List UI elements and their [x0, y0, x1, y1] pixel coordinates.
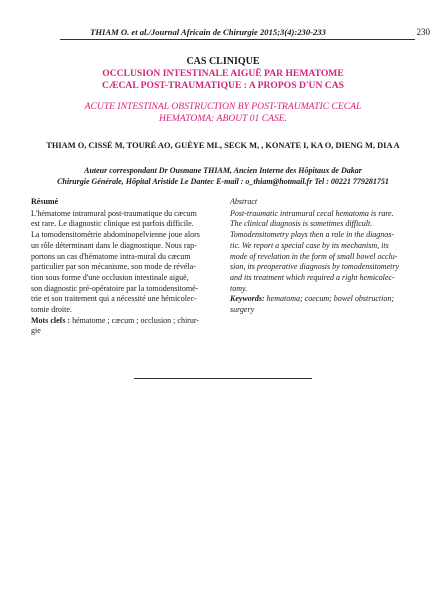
abstract-fr-heading: Résumé	[31, 197, 59, 206]
keywords-en-continued: surgery	[230, 305, 255, 315]
keywords-fr-label: Mots clefs :	[31, 315, 71, 325]
page-number: 230	[416, 27, 430, 37]
abstract-fr-line: particulier par son mécanisme, son mode de révéla-	[31, 262, 196, 272]
correspondence-line-1: Auteur correspondant Dr Ousmane THIAM, Ancien Interne des Hôpitaux de Dakar	[84, 166, 362, 175]
abstract-en-line: Post-traumatic intramural cecal hematoma is rare.	[230, 208, 394, 218]
author-list: THIAM O, CISSÉ M, TOURÉ AO, GUÈYE ML, SECK M, , KONATE I, KA O, DIENG M, DIA A	[46, 141, 400, 150]
abstract-en-line: sion, its preoperative diagnosis by tomodensitometry	[230, 262, 400, 272]
abstract-fr-line: tomie droite.	[31, 305, 72, 315]
article-title-en	[0, 101, 446, 125]
abstract-en-line: tomy.	[230, 283, 248, 293]
abstract-fr-line: La tomodensitométrie abdominopelvienne joue alors	[31, 230, 200, 240]
abstract-fr-line: son diagnostic pré-opératoire par la tomodensitomé-	[31, 283, 199, 293]
abstract-fr-line: trie et son traitement qui a nécessité une hémicolec-	[31, 294, 197, 304]
abstract-en-line: Tomodensitometry plays then a role in the diagnos-	[230, 230, 395, 240]
keywords-fr	[31, 316, 223, 337]
abstract-en-line: tic. We report a special case by its mechanism, its	[230, 240, 389, 250]
correspondence-line-2: Chirurgie Générale, Hôpital Aristide Le Dantec E-mail : o_thiam@hotmail.fr Tel : 00221 779281751	[57, 177, 389, 186]
title-fr-line-2: CÆCAL POST-TRAUMATIQUE : A PROPOS D'UN CAS	[101, 80, 344, 91]
keywords-fr-continued: gie	[31, 326, 41, 336]
running-header: THIAM O. et al./Journal Africain de Chirurgie 2015;3(4):230-233	[90, 27, 326, 37]
abstract-en-line: and its treatment which required a right hemicolec-	[230, 272, 395, 282]
abstract-en-heading: Abstract	[230, 197, 258, 206]
keywords-en-text: hematoma; coecum; bowel obstruction;	[264, 294, 394, 304]
abstract-en-line: The clinical diagnosis is sometimes difficult.	[230, 219, 373, 229]
section-divider	[134, 378, 312, 379]
corresponding-author	[0, 165, 446, 187]
header-rule	[60, 39, 415, 40]
section-label: CAS CLINIQUE	[186, 56, 260, 67]
abstract-en-line: mode of revelation in the form of small bowel occlu-	[230, 251, 398, 261]
keywords-en-label: Keywords:	[230, 294, 265, 304]
abstract-fr-line: L'hématome intramural post-traumatique du cæcum	[31, 208, 197, 218]
abstract-fr-line: un rôle déterminant dans le diagnostique. Nous rap-	[31, 240, 197, 250]
abstract-french	[31, 197, 223, 337]
abstract-english	[230, 197, 422, 316]
title-en-line-1: ACUTE INTESTINAL OBSTRUCTION BY POST-TRAUMATIC CECAL	[84, 101, 362, 112]
keywords-fr-text: hématome ; cæcum ; occlusion ; chirur-	[70, 315, 200, 325]
abstract-fr-line: tion sous forme d'une occlusion intestinale aiguë,	[31, 272, 189, 282]
keywords-en	[230, 294, 422, 315]
abstract-en-body	[230, 209, 422, 295]
abstract-fr-line: est rare. Le diagnostic clinique est parfois difficile.	[31, 219, 194, 229]
abstract-fr-line: portons un cas d'hématome intra-mural du cæcum	[31, 251, 191, 261]
article-title-fr	[0, 68, 446, 92]
abstract-fr-body	[31, 209, 223, 316]
title-fr-line-1: OCCLUSION INTESTINALE AIGUË PAR HEMATOME	[102, 68, 344, 79]
title-en-line-2: HEMATOMA: ABOUT 01 CASE.	[158, 113, 288, 124]
